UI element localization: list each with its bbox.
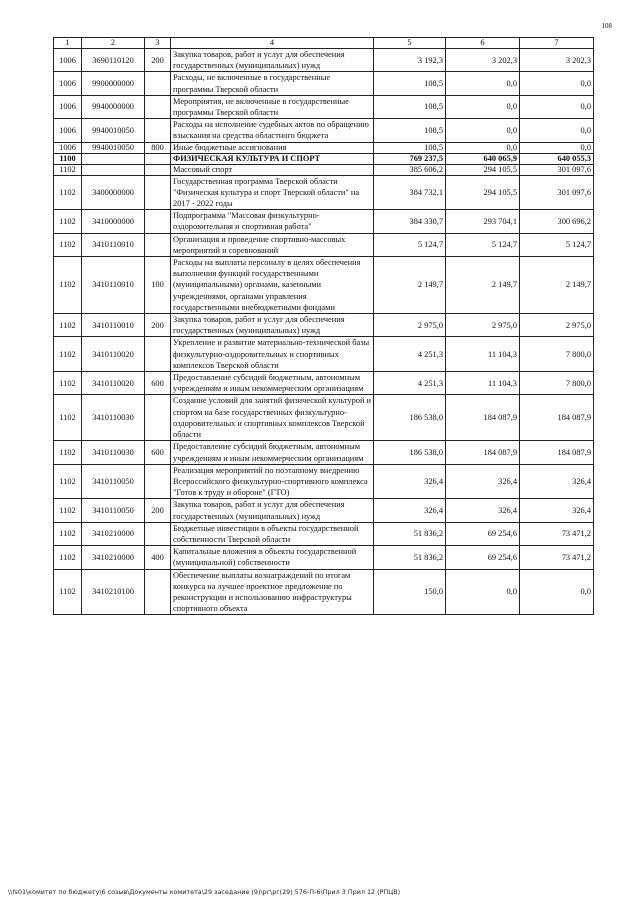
section-code-cell: 1102 — [54, 372, 82, 395]
table-row — [54, 546, 594, 569]
amount-year-2-cell: 0,0 — [446, 569, 520, 615]
expense-type-cell — [145, 119, 171, 142]
amount-year-2-cell: 5 124,7 — [446, 233, 520, 256]
amount-year-1-cell: 769 237,5 — [374, 153, 446, 164]
expense-type-cell — [145, 395, 171, 441]
target-article-cell: 3410110010 — [82, 257, 145, 314]
expense-type-cell: 600 — [145, 372, 171, 395]
amount-year-1-cell: 384 732,1 — [374, 175, 446, 210]
section-code-cell: 1102 — [54, 395, 82, 441]
amount-year-1-cell: 4 251,3 — [374, 337, 446, 372]
expense-type-cell — [145, 522, 171, 545]
amount-year-3-cell: 184 087,9 — [520, 395, 594, 441]
description-cell: Закупка товаров, работ и услуг для обеспечения государственных (муниципальных) нужд — [171, 314, 374, 337]
amount-year-1-cell: 2 975,0 — [374, 314, 446, 337]
amount-year-1-cell: 3 192,3 — [374, 49, 446, 72]
target-article-cell: 3410110010 — [82, 233, 145, 256]
amount-year-2-cell: 294 105,5 — [446, 175, 520, 210]
amount-year-3-cell: 640 055,3 — [520, 153, 594, 164]
amount-year-3-cell: 0,0 — [520, 569, 594, 615]
table-row — [54, 464, 594, 499]
description-cell: Расходы на исполнение судебных актов по обращению взыскания на средства областного бюджета — [171, 119, 374, 142]
expense-type-cell — [145, 153, 171, 164]
description-cell: Предоставление субсидий бюджетным, автономным учреждениям и иным некоммерческим организациям — [171, 372, 374, 395]
target-article-cell: 3400000000 — [82, 175, 145, 210]
expense-type-cell — [145, 175, 171, 210]
table-row — [54, 569, 594, 615]
target-article-cell: 3410110050 — [82, 464, 145, 499]
target-article-cell: 9940010050 — [82, 142, 145, 153]
target-article-cell: 3410110020 — [82, 337, 145, 372]
amount-year-2-cell: 0,0 — [446, 95, 520, 118]
table-row — [54, 210, 594, 233]
amount-year-3-cell: 2 149,7 — [520, 257, 594, 314]
amount-year-3-cell: 7 800,0 — [520, 337, 594, 372]
amount-year-2-cell: 293 704,1 — [446, 210, 520, 233]
budget-table — [53, 37, 594, 615]
table-row — [54, 233, 594, 256]
amount-year-2-cell: 3 202,3 — [446, 49, 520, 72]
table-row — [54, 175, 594, 210]
amount-year-2-cell: 11 104,3 — [446, 337, 520, 372]
table-row — [54, 337, 594, 372]
target-article-cell: 3410110050 — [82, 499, 145, 522]
description-cell: Предоставление субсидий бюджетным, автономным учреждениям и иным некоммерческим организациям — [171, 441, 374, 464]
table-row — [54, 153, 594, 164]
target-article-cell: 3410110010 — [82, 314, 145, 337]
expense-type-cell: 800 — [145, 142, 171, 153]
description-cell: Организация и проведение спортивно-массовых мероприятий и соревнований — [171, 233, 374, 256]
expense-type-cell — [145, 464, 171, 499]
expense-type-cell: 100 — [145, 257, 171, 314]
amount-year-3-cell: 184 087,9 — [520, 441, 594, 464]
amount-year-3-cell: 326,4 — [520, 464, 594, 499]
amount-year-1-cell: 385 606,2 — [374, 164, 446, 175]
target-article-cell: 3690110120 — [82, 49, 145, 72]
target-article-cell: 3410000000 — [82, 210, 145, 233]
description-cell: Государственная программа Тверской области "Физическая культура и спорт Тверской области" на 2017 - 2022 годы — [171, 175, 374, 210]
amount-year-3-cell: 3 202,3 — [520, 49, 594, 72]
target-article-cell: 3410210100 — [82, 569, 145, 615]
footer-file-path: \\fs01\комитет по бюджету\6 созыв\Документы комитета\29 заседание (9)\рг\рг(29) 576-П-6\Прил 3 Прил 12 (РПЦВ) — [8, 888, 401, 896]
description-cell: Иные бюджетные ассигнования — [171, 142, 374, 153]
section-code-cell: 1100 — [54, 153, 82, 164]
amount-year-2-cell: 69 254,6 — [446, 546, 520, 569]
target-article-cell: 9940010050 — [82, 119, 145, 142]
expense-type-cell — [145, 337, 171, 372]
description-cell: Капитальные вложения в объекты государственной (муниципальной) собственности — [171, 546, 374, 569]
target-article-cell: 3410110030 — [82, 441, 145, 464]
page-number: 108 — [601, 22, 612, 30]
section-code-cell: 1102 — [54, 464, 82, 499]
section-code-cell: 1006 — [54, 119, 82, 142]
amount-year-3-cell: 0,0 — [520, 119, 594, 142]
amount-year-1-cell: 108,5 — [374, 142, 446, 153]
header-col-5: 5 — [374, 38, 446, 49]
amount-year-2-cell: 0,0 — [446, 142, 520, 153]
amount-year-3-cell: 300 696,2 — [520, 210, 594, 233]
description-cell: Бюджетные инвестиции в объекты государственной собственности Тверской области — [171, 522, 374, 545]
amount-year-3-cell: 301 097,6 — [520, 175, 594, 210]
header-row — [54, 38, 594, 49]
expense-type-cell — [145, 210, 171, 233]
amount-year-3-cell: 73 471,2 — [520, 522, 594, 545]
amount-year-1-cell: 186 538,0 — [374, 395, 446, 441]
section-code-cell: 1102 — [54, 175, 82, 210]
table-row — [54, 72, 594, 95]
description-cell: Расходы на выплаты персоналу в целях обеспечения выполнения функций государственными (муниципальными) органами, казенными учреждениями, органами управления государственными внебюджетными фондами — [171, 257, 374, 314]
amount-year-1-cell: 384 330,7 — [374, 210, 446, 233]
table-row — [54, 314, 594, 337]
table-row — [54, 499, 594, 522]
amount-year-3-cell: 73 471,2 — [520, 546, 594, 569]
section-code-cell: 1006 — [54, 142, 82, 153]
table-row — [54, 395, 594, 441]
table-row — [54, 49, 594, 72]
section-code-cell: 1102 — [54, 337, 82, 372]
amount-year-2-cell: 0,0 — [446, 119, 520, 142]
table-row — [54, 372, 594, 395]
description-cell: Подпрограмма "Массовая физкультурно-оздоровительная и спортивная работа" — [171, 210, 374, 233]
amount-year-2-cell: 326,4 — [446, 499, 520, 522]
amount-year-2-cell: 2 975,0 — [446, 314, 520, 337]
expense-type-cell — [145, 569, 171, 615]
section-code-cell: 1102 — [54, 257, 82, 314]
expense-type-cell: 400 — [145, 546, 171, 569]
expense-type-cell: 600 — [145, 441, 171, 464]
amount-year-1-cell: 2 149,7 — [374, 257, 446, 314]
target-article-cell: 9900000000 — [82, 72, 145, 95]
expense-type-cell: 200 — [145, 499, 171, 522]
header-col-4: 4 — [171, 38, 374, 49]
table-row — [54, 522, 594, 545]
expense-type-cell: 200 — [145, 314, 171, 337]
section-code-cell: 1102 — [54, 441, 82, 464]
section-code-cell: 1006 — [54, 72, 82, 95]
table-row — [54, 95, 594, 118]
amount-year-2-cell: 640 065,9 — [446, 153, 520, 164]
amount-year-1-cell: 326,4 — [374, 464, 446, 499]
amount-year-1-cell: 108,5 — [374, 95, 446, 118]
amount-year-3-cell: 5 124,7 — [520, 233, 594, 256]
amount-year-2-cell: 0,0 — [446, 72, 520, 95]
section-code-cell: 1102 — [54, 569, 82, 615]
amount-year-1-cell: 5 124,7 — [374, 233, 446, 256]
description-cell: Мероприятия, не включенные в государственные программы Тверской области — [171, 95, 374, 118]
target-article-cell: 3410110020 — [82, 372, 145, 395]
expense-type-cell — [145, 72, 171, 95]
amount-year-2-cell: 11 104,3 — [446, 372, 520, 395]
table-row — [54, 441, 594, 464]
amount-year-1-cell: 108,5 — [374, 119, 446, 142]
amount-year-1-cell: 326,4 — [374, 499, 446, 522]
header-col-6: 6 — [446, 38, 520, 49]
amount-year-1-cell: 4 251,3 — [374, 372, 446, 395]
amount-year-2-cell: 2 149,7 — [446, 257, 520, 314]
amount-year-2-cell: 184 087,9 — [446, 395, 520, 441]
target-article-cell — [82, 164, 145, 175]
amount-year-1-cell: 150,0 — [374, 569, 446, 615]
amount-year-3-cell: 7 800,0 — [520, 372, 594, 395]
header-col-7: 7 — [520, 38, 594, 49]
section-code-cell: 1102 — [54, 164, 82, 175]
description-cell: ФИЗИЧЕСКАЯ КУЛЬТУРА И СПОРТ — [171, 153, 374, 164]
target-article-cell — [82, 153, 145, 164]
amount-year-1-cell: 51 836,2 — [374, 522, 446, 545]
description-cell: Расходы, не включенные в государственные программы Тверской области — [171, 72, 374, 95]
description-cell: Обеспечение выплаты вознаграждений по итогам конкурса на лучшее проектное предложение по реконструкции и использованию инфраструктуры спортивного объекта — [171, 569, 374, 615]
description-cell: Закупка товаров, работ и услуг для обеспечения государственных (муниципальных) нужд — [171, 49, 374, 72]
section-code-cell: 1102 — [54, 522, 82, 545]
target-article-cell: 3410210000 — [82, 522, 145, 545]
header-col-2: 2 — [82, 38, 145, 49]
amount-year-3-cell: 301 097,6 — [520, 164, 594, 175]
description-cell: Укрепление и развитие материально-технической базы физкультурно-оздоровительных и спортивных комплексов Тверской области — [171, 337, 374, 372]
header-col-3: 3 — [145, 38, 171, 49]
description-cell: Реализация мероприятий по поэтапному внедрению Всероссийского физкультурно-спортивного комплекса "Готов к труду и обороне" (ГТО) — [171, 464, 374, 499]
amount-year-3-cell: 326,4 — [520, 499, 594, 522]
description-cell: Массовый спорт — [171, 164, 374, 175]
amount-year-2-cell: 326,4 — [446, 464, 520, 499]
table-row — [54, 119, 594, 142]
table-row — [54, 257, 594, 314]
table-row — [54, 142, 594, 153]
amount-year-2-cell: 69 254,6 — [446, 522, 520, 545]
amount-year-2-cell: 184 087,9 — [446, 441, 520, 464]
amount-year-1-cell: 51 836,2 — [374, 546, 446, 569]
amount-year-3-cell: 2 975,0 — [520, 314, 594, 337]
amount-year-1-cell: 186 538,0 — [374, 441, 446, 464]
table-row — [54, 164, 594, 175]
section-code-cell: 1006 — [54, 49, 82, 72]
amount-year-1-cell: 108,5 — [374, 72, 446, 95]
section-code-cell: 1102 — [54, 210, 82, 233]
description-cell: Создание условий для занятий физической культурой и спортом на базе государственных физкультурно-оздоровительных и спортивных комплексов Тверской области — [171, 395, 374, 441]
section-code-cell: 1006 — [54, 95, 82, 118]
description-cell: Закупка товаров, работ и услуг для обеспечения государственных (муниципальных) нужд — [171, 499, 374, 522]
table-body — [54, 49, 594, 615]
section-code-cell: 1102 — [54, 314, 82, 337]
section-code-cell: 1102 — [54, 546, 82, 569]
amount-year-3-cell: 0,0 — [520, 72, 594, 95]
target-article-cell: 3410110030 — [82, 395, 145, 441]
section-code-cell: 1102 — [54, 499, 82, 522]
expense-type-cell — [145, 95, 171, 118]
amount-year-3-cell: 0,0 — [520, 95, 594, 118]
header-col-1: 1 — [54, 38, 82, 49]
amount-year-3-cell: 0,0 — [520, 142, 594, 153]
amount-year-2-cell: 294 105,5 — [446, 164, 520, 175]
expense-type-cell — [145, 233, 171, 256]
target-article-cell: 9940000000 — [82, 95, 145, 118]
target-article-cell: 3410210000 — [82, 546, 145, 569]
expense-type-cell: 200 — [145, 49, 171, 72]
section-code-cell: 1102 — [54, 233, 82, 256]
expense-type-cell — [145, 164, 171, 175]
